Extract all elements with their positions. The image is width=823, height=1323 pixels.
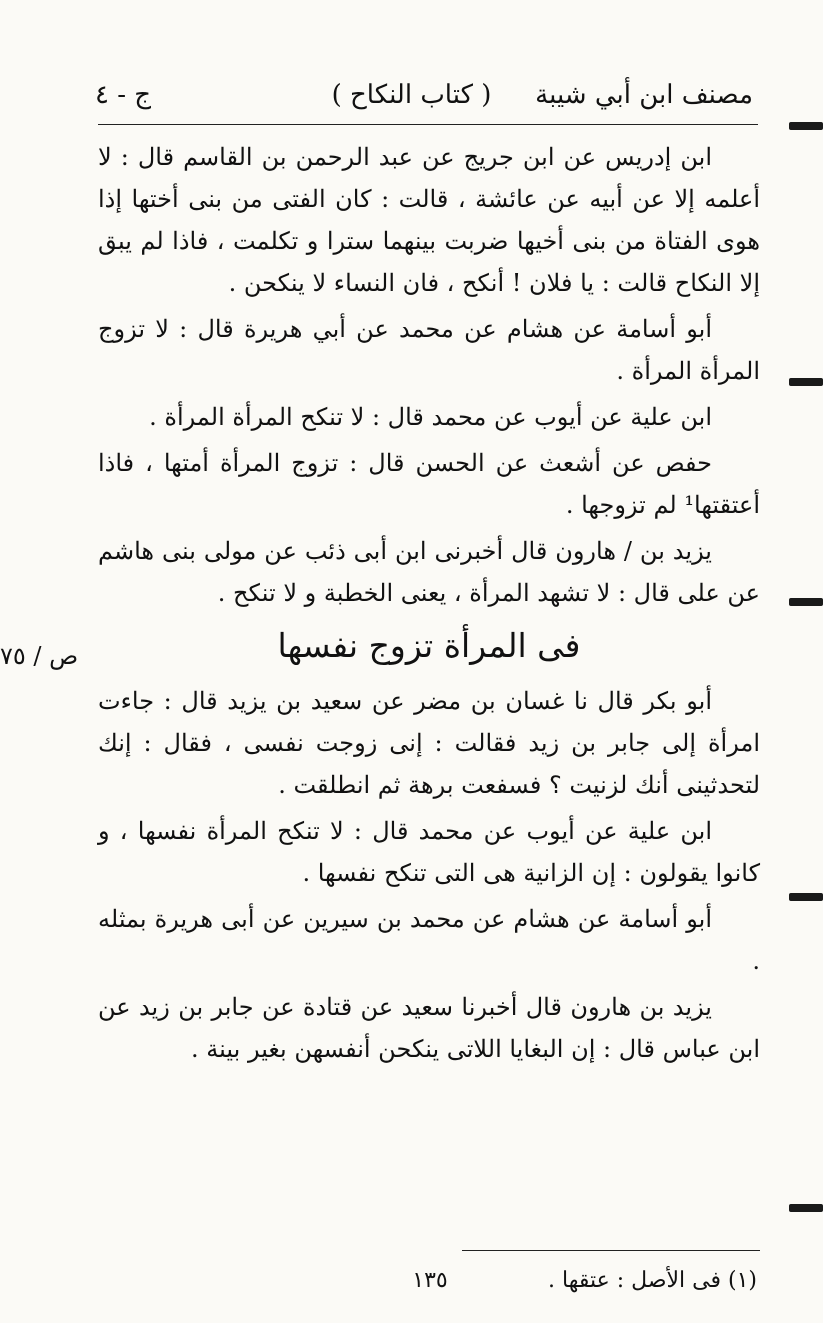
scan-edge-mark [789,378,823,386]
margin-page-reference: ص / ٧٥ [0,642,79,670]
scan-edge-mark [789,122,823,130]
paragraph: ابن علية عن أيوب عن محمد قال : لا تنكح المرأة المرأة . [149,403,712,431]
paragraph: حفص عن أشعث عن الحسن قال : تزوج المرأة أمتها ، فاذا أعتقتها¹ لم تزوجها . [98,449,760,519]
paragraph: ابن إدريس عن ابن جريج عن عبد الرحمن بن القاسم قال : لا أعلمه إلا عن أبيه عن عائشة ، قالت : كان الفتى من بنى أختها إذا هوى الفتاة من بنى أخيها ضربت بينهما سترا و تكلمت ، فاذا لم يبق إلا النكاح قالت : يا فلان ! أنكح ، فان النساء لا ينكحن . [98,143,761,297]
paragraph: يزيد بن / هارون قال أخبرنى ابن أبى ذئب عن مولى بنى هاشم عن على قال : لا تشهد المرأة ، يعنى الخطبة و لا تنكح . [98,537,760,607]
scan-edge-mark [789,893,823,901]
section-heading: فى المرأة تزوج نفسها [277,626,581,665]
footnote: (١) فى الأصل : عتقها . [548,1268,757,1293]
paragraph: أبو أسامة عن هشام عن محمد بن سيرين عن أبى هريرة بمثله . [98,905,760,975]
paragraph: ابن علية عن أيوب عن محمد قال : لا تنكح المرأة نفسها ، و كانوا يقولون : إن الزانية هى التى تنكح نفسها . [98,817,760,887]
paragraph: أبو أسامة عن هشام عن محمد عن أبي هريرة قال : لا تزوج المرأة المرأة . [98,315,760,385]
chapter-title: ( كتاب النكاح ) [331,80,492,110]
paragraph: أبو بكر قال نا غسان بن مضر عن سعيد بن يزيد قال : جاءت امرأة إلى جابر بن زيد فقالت : إنى زوجت نفسى ، فقال : إنك لتحدثينى أنك لزنيت ؟ فسفعت برهة ثم انطلقت . [98,687,760,799]
header-rule [98,124,758,125]
volume-label: ج - ٤ [95,80,152,110]
footnote-rule [462,1250,760,1251]
page-number: ١٣٥ [412,1268,448,1293]
paragraph: يزيد بن هارون قال أخبرنا سعيد عن قتادة عن جابر بن زيد عن ابن عباس قال : إن البغايا اللاتى ينكحن أنفسهن بغير بينة . [98,993,760,1063]
main-text [98,136,760,1074]
book-title: مصنف ابن أبي شيبة [535,80,753,110]
scan-edge-mark [789,598,823,606]
scan-edge-mark [789,1204,823,1212]
